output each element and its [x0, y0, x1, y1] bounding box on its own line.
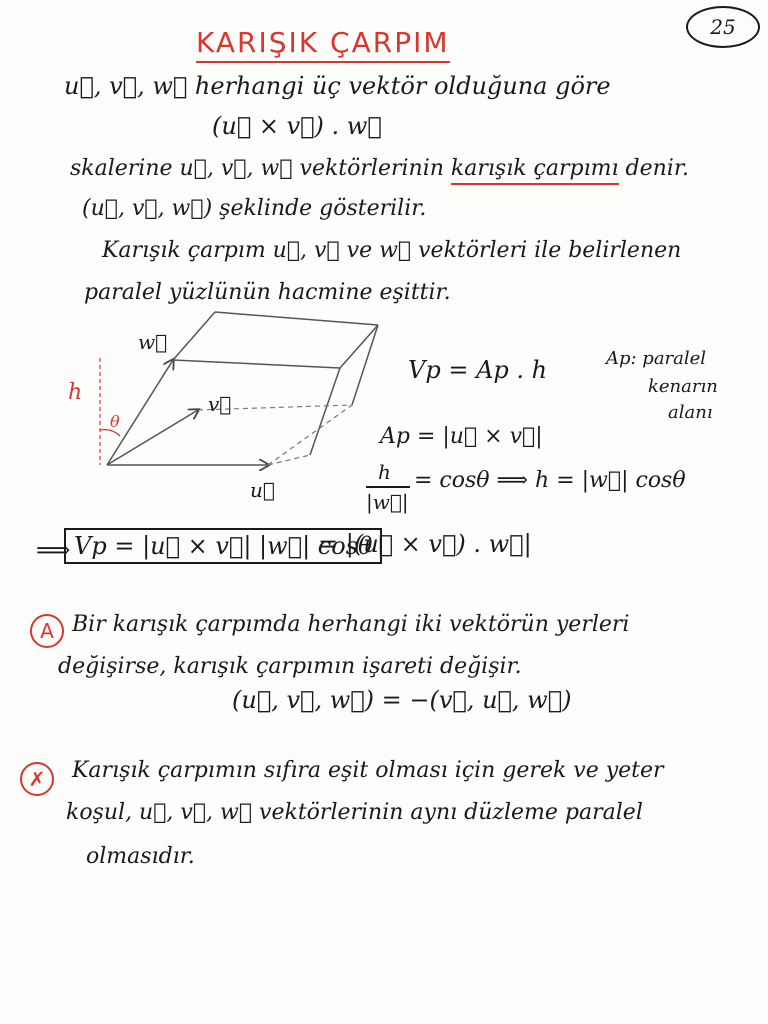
ap-note-1: Ap: paralel — [606, 348, 707, 369]
label-v: v⃗ — [208, 392, 232, 416]
area-formula: Ap = |u⃗ × v⃗| — [380, 424, 543, 449]
intro-line-1: u⃗, v⃗, w⃗ herhangi üç vektör olduğuna göre — [64, 72, 611, 100]
note-x-line-3: olmasıdır. — [86, 844, 195, 869]
note-x-mark: ✗ — [20, 762, 54, 796]
intro-line-2-pre: skalerine u⃗, v⃗, w⃗ vektörlerinin — [70, 156, 444, 181]
fraction-bar — [366, 486, 410, 488]
final-volume-rest: = |(u⃗ × v⃗) . w⃗| — [318, 530, 532, 558]
label-theta: θ — [110, 412, 120, 431]
parallelepiped-line-1: Karışık çarpım u⃗, v⃗ ve w⃗ vektörleri ile belirlenen — [102, 238, 682, 263]
parallelepiped-line-2: paralel yüzlünün hacmine eşittir. — [84, 280, 451, 305]
edge-v — [107, 410, 198, 465]
intro-line-3: (u⃗, v⃗, w⃗) şeklinde gösterilir. — [82, 196, 427, 221]
page-number: 25 — [686, 6, 760, 48]
ap-note-2: kenarın — [648, 376, 718, 397]
volume-formula: Vp = Ap . h — [408, 356, 548, 384]
note-x-line-2: koşul, u⃗, v⃗, w⃗ vektörlerinin aynı düzleme paralel — [66, 800, 643, 825]
mixed-product-term: karışık çarpımı — [451, 156, 619, 185]
label-u: u⃗ — [250, 478, 275, 502]
intro-expression: (u⃗ × v⃗) . w⃗ — [212, 112, 382, 140]
h-formula-rest: = cosθ ⟹ h = |w⃗| cosθ — [414, 468, 686, 493]
note-a-line-1: Bir karışık çarpımda herhangi iki vektörün yerleri — [72, 612, 630, 637]
h-fraction-num: h — [378, 460, 391, 484]
label-w: w⃗ — [138, 330, 168, 354]
final-volume-box: Vp = |u⃗ × v⃗| |w⃗| cosθ — [64, 528, 382, 564]
note-a-line-2: değişirse, karışık çarpımın işareti değişir. — [58, 654, 522, 679]
h-fraction-den: |w⃗| — [366, 490, 409, 514]
ap-note-3: alanı — [668, 402, 713, 423]
note-x-line-1: Karışık çarpımın sıfıra eşit olması için gerek ve yeter — [72, 758, 664, 783]
implies-arrow: ⟹ — [36, 536, 71, 564]
page-title: KARIŞIK ÇARPIM — [196, 26, 450, 63]
note-a-formula: (u⃗, v⃗, w⃗) = −(v⃗, u⃗, w⃗) — [232, 686, 572, 714]
note-a-mark: A — [30, 614, 64, 648]
label-h: h — [68, 380, 83, 405]
intro-line-2-post: denir. — [625, 156, 689, 181]
